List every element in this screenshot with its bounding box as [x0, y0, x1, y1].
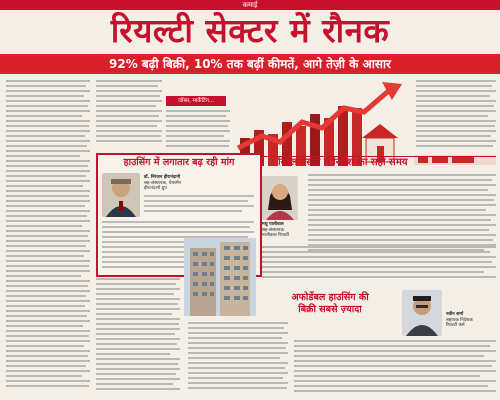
section-tag: कमाई: [0, 0, 500, 10]
middle-column-text: [96, 80, 162, 148]
middle-column-text-2: [166, 110, 230, 150]
affordable-article-title: अफोर्डेबल हाउसिंग की बिक्री सबसे ज़्यादा: [291, 292, 369, 315]
person-photo: [262, 176, 298, 220]
building-photo: [184, 238, 256, 316]
headline: रियल्टी सेक्टर में रौनक: [110, 11, 390, 50]
person-caption: नवीन शर्मा सहायक निदेशक रियल्टी फर्म: [446, 312, 473, 328]
affordable-article-text-2: [294, 340, 496, 396]
boxed-article-title: हाउसिंग में लगातार बढ़ रही मांग: [123, 157, 235, 168]
affordable-article-text: [188, 322, 288, 394]
person-caption: मधु पालीवाल सह-संस्थापक पालीवाल रियल्टी: [262, 222, 290, 238]
small-chart-graphic: [414, 150, 496, 160]
right-article-text-2: [262, 246, 496, 286]
person-caption: डॉ. निरंजन हीरानंदानी सह-संस्थापक, चेयरमैन हीरानंदानी ग्रुप: [144, 175, 182, 191]
right-article-title: रियल एस्टेट में निवेश का सही समय: [278, 157, 408, 168]
boxed-article-text: [144, 195, 254, 219]
subheadline: 92% बढ़ी बिक्री, 10% तक बढ़ीं कीमतें, आगे तेज़ी के आसार: [0, 54, 500, 74]
person-photo: [102, 173, 140, 217]
lower-middle-text: [96, 278, 180, 394]
inline-banner: जॉब्स, मार्केटिंग...: [166, 96, 226, 106]
left-column-text: [6, 80, 90, 390]
right-column-text: [416, 80, 496, 152]
person-photo: [402, 290, 442, 336]
